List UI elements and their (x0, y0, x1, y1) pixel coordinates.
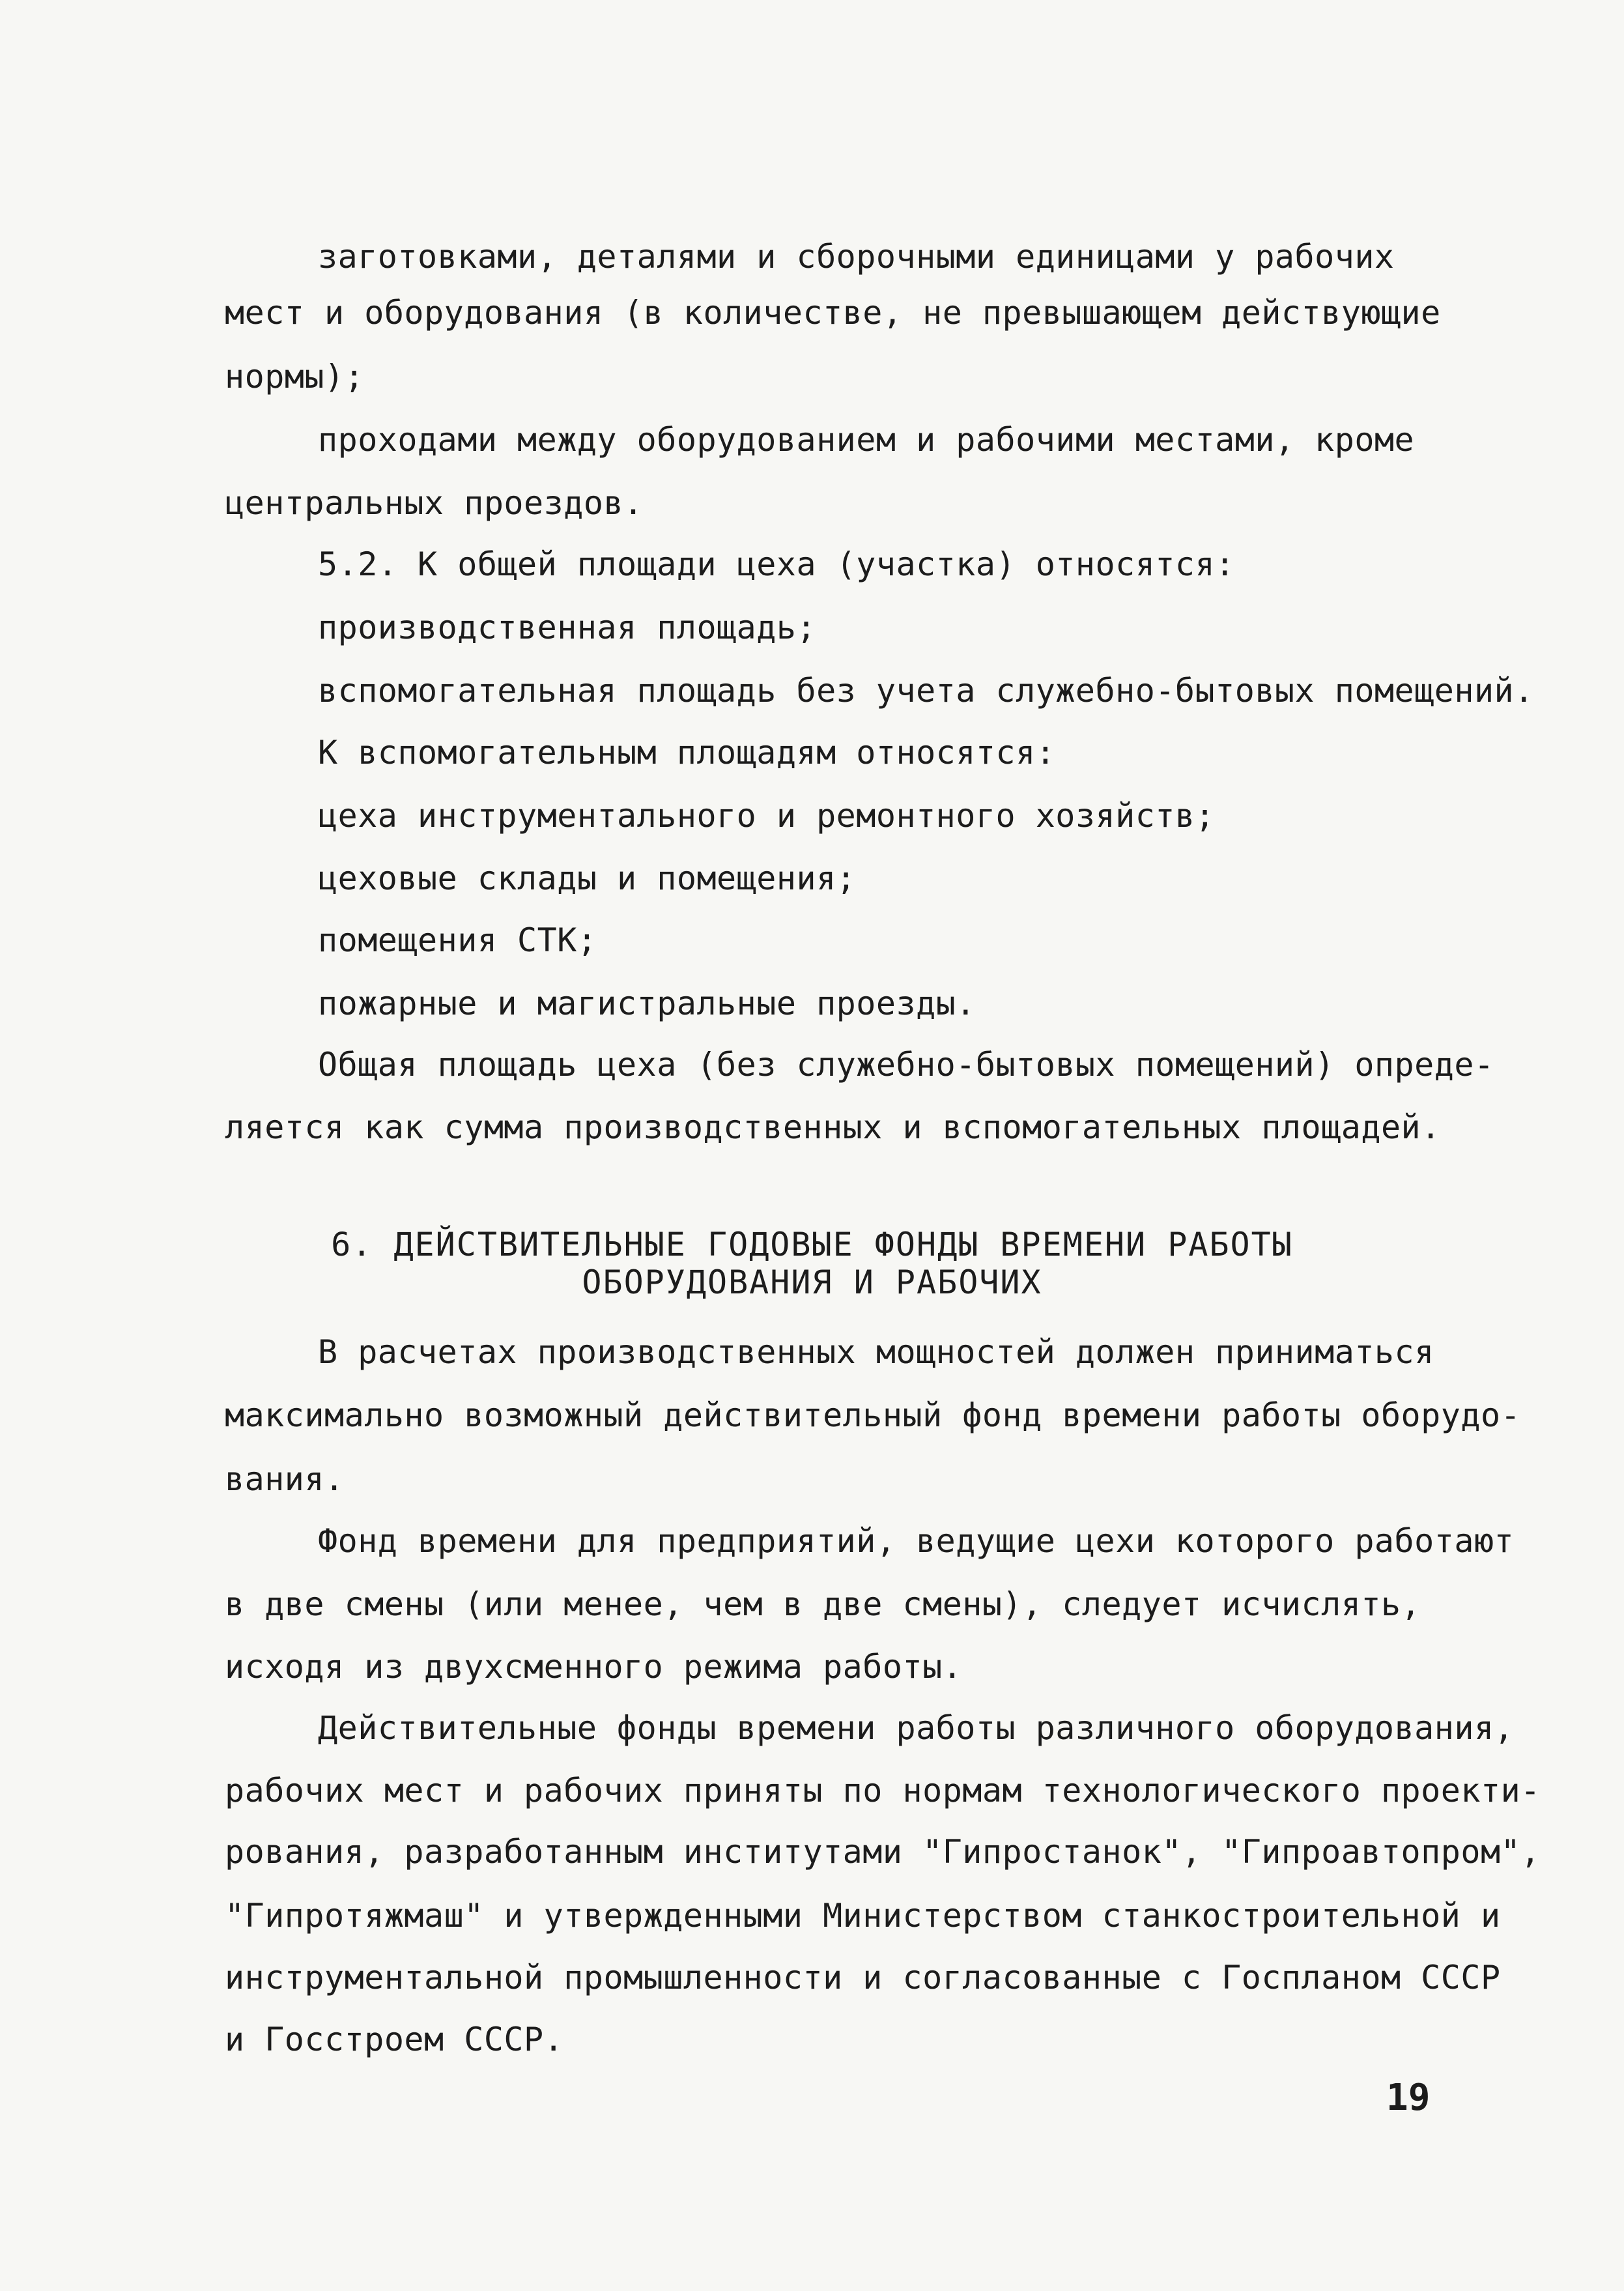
text-line: Фонд времени для предприятий, ведущие цехи которого работают (318, 1522, 1515, 1560)
text-line: пожарные и магистральные проезды. (318, 985, 976, 1022)
text-line: цеховые склады и помещения; (318, 859, 857, 897)
text-line: заготовками, деталями и сборочными единицами у рабочих (318, 238, 1395, 276)
text-line: производственная площадь; (318, 609, 817, 646)
section-heading: 6. ДЕЙСТВИТЕЛЬНЫЕ ГОДОВЫЕ ФОНДЫ ВРЕМЕНИ РАБОТЫ (331, 1226, 1293, 1263)
text-line: вспомогательная площадь без учета служебно-бытовых помещений. (318, 672, 1534, 710)
text-line: в две смены (или менее, чем в две смены), следует исчислять, (225, 1585, 1421, 1623)
text-line: рабочих мест и рабочих приняты по нормам технологического проекти- (225, 1772, 1541, 1809)
text-line: Общая площадь цеха (без служебно-бытовых помещений) опреде- (318, 1046, 1494, 1084)
text-line: помещения СТК; (318, 921, 597, 959)
text-line: "Гипротяжмаш" и утвержденными Министерством станкостроительной и (225, 1897, 1501, 1935)
text-line: мест и оборудования (в количестве, не превышающем действующие (225, 294, 1441, 332)
text-line: вания. (225, 1460, 345, 1498)
text-line: К вспомогательным площадям относятся: (318, 734, 1056, 771)
text-line: проходами между оборудованием и рабочими местами, кроме (318, 421, 1415, 459)
text-line: ляется как сумма производственных и вспомогательных площадей. (225, 1108, 1441, 1146)
text-line: центральных проездов. (225, 484, 644, 522)
text-line: и Госстроем СССР. (225, 2021, 564, 2058)
text-line: максимально возможный действительный фонд времени работы оборудо- (225, 1396, 1521, 1434)
text-line: нормы); (225, 358, 365, 396)
text-line: цеха инструментального и ремонтного хозяйств; (318, 797, 1216, 835)
section-heading-continued: ОБОРУДОВАНИЯ И РАБОЧИХ (582, 1263, 1042, 1301)
text-line: рования, разработанным институтами "Гипростанок", "Гипроавтопром", (225, 1833, 1541, 1871)
text-line: Действительные фонды времени работы различного оборудования, (318, 1709, 1515, 1747)
text-line: 5.2. К общей площади цеха (участка) относятся: (318, 545, 1235, 583)
text-line: инструментальной промышленности и согласованные с Госпланом СССР (225, 1959, 1501, 1996)
text-line: В расчетах производственных мощностей должен приниматься (318, 1333, 1434, 1371)
text-line: исходя из двухсменного режима работы. (225, 1648, 963, 1686)
page-number: 19 (1386, 2077, 1431, 2119)
